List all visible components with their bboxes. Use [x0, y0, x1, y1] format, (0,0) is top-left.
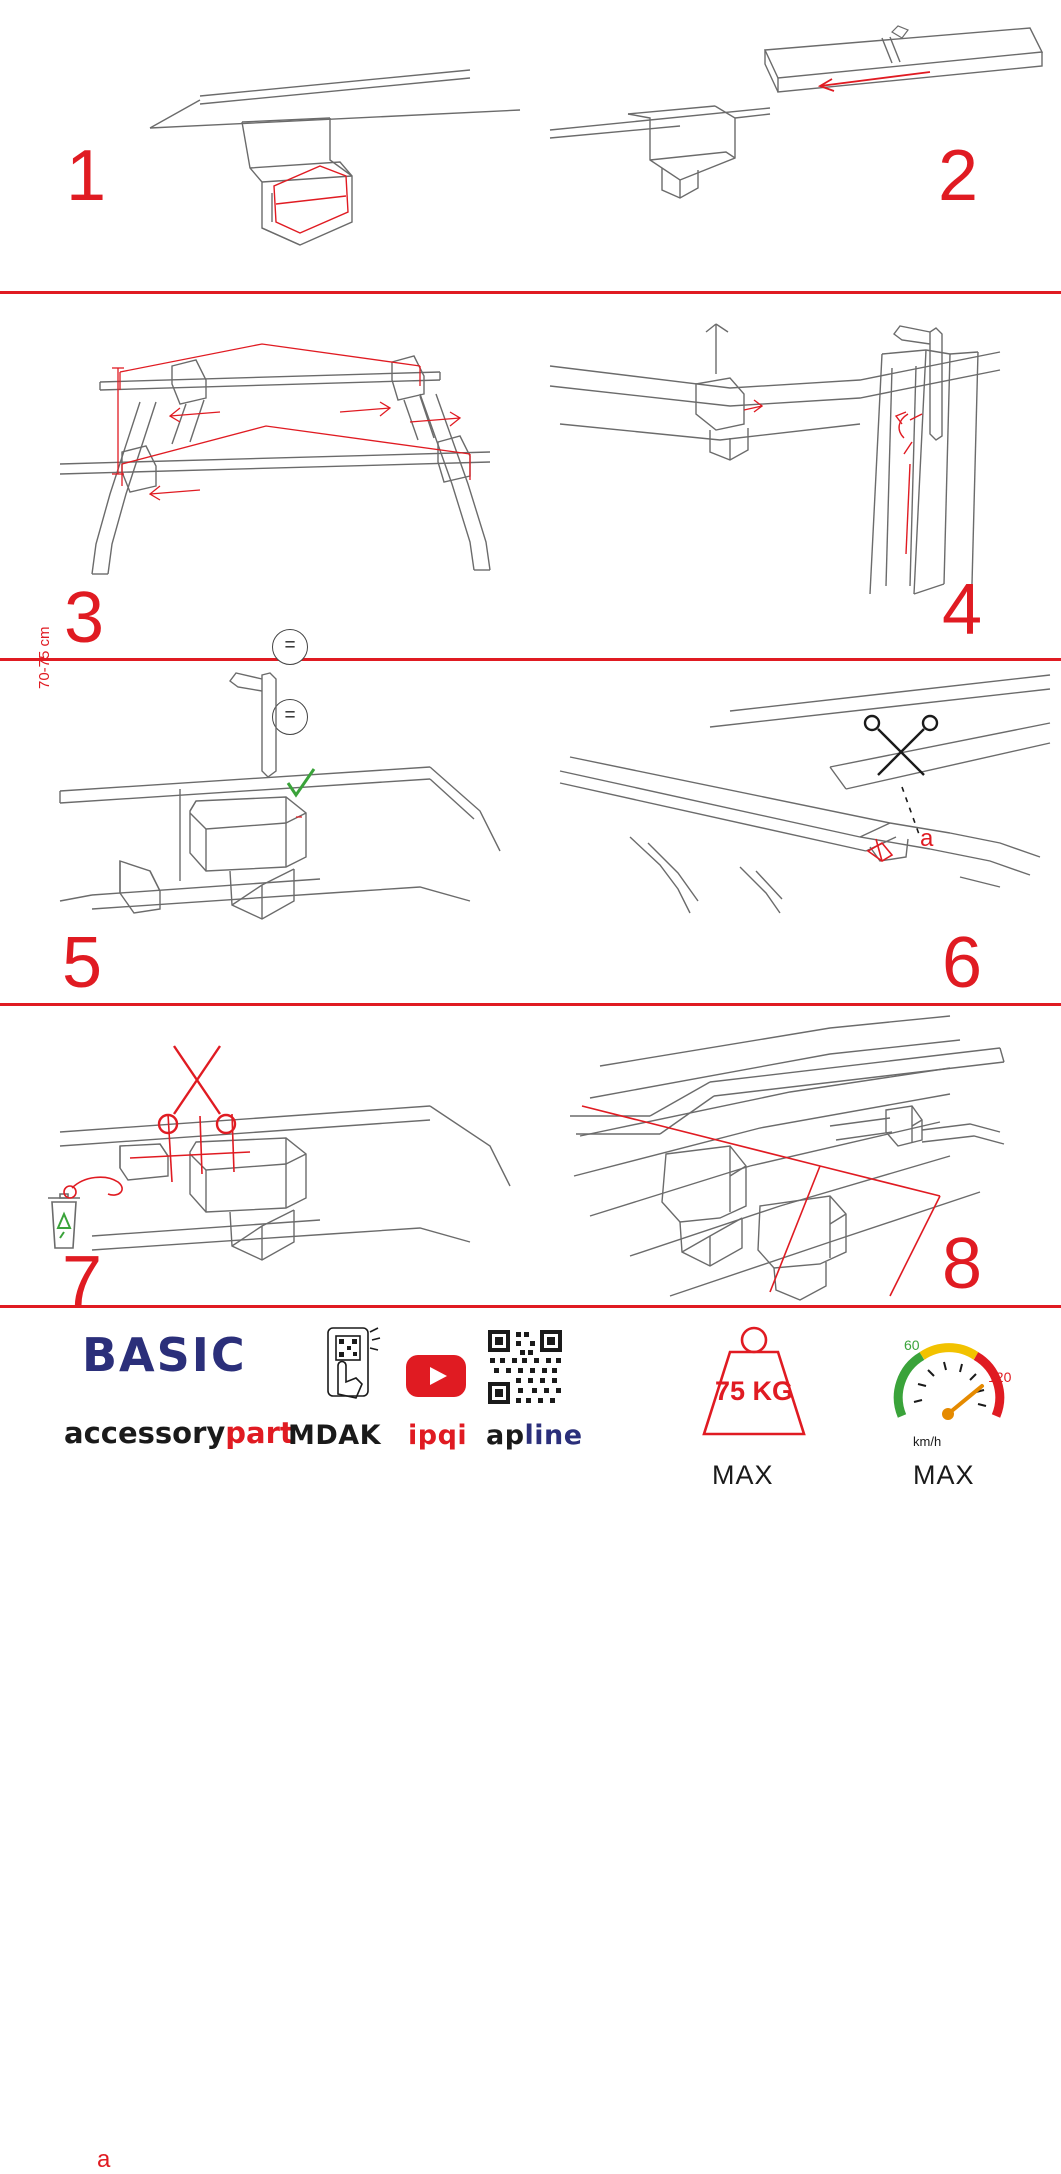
step-panel-1 [0, 0, 530, 291]
max-weight-label: MAX [712, 1460, 774, 1490]
step-8-illustration [530, 1006, 1061, 1305]
step-number-7: 7 [62, 1242, 102, 1322]
svg-text:120: 120 [988, 1369, 1012, 1385]
step-number-6: 6 [942, 923, 982, 1003]
qr-code-icon[interactable] [486, 1328, 564, 1406]
dimension-label-70-75cm: 70-75 cm [36, 626, 53, 689]
step-panel-5 [0, 661, 530, 1003]
step-panel-2 [530, 0, 1061, 291]
svg-text:60: 60 [904, 1337, 920, 1353]
step-number-3: 3 [64, 578, 104, 658]
step-panel-6 [530, 661, 1061, 1003]
logo-label-apline-dark: ap [486, 1420, 525, 1451]
logo-label-apline-accent: line [524, 1420, 583, 1451]
qr-hand-icon [312, 1326, 384, 1408]
logo-label-apline [486, 1420, 583, 1451]
brand-title: BASIC [82, 1328, 247, 1382]
speed-unit-label: km/h [913, 1434, 942, 1449]
step-number-4: 4 [942, 570, 982, 650]
step-panel-8 [530, 1006, 1061, 1305]
equal-badge-bottom: = [272, 699, 308, 735]
logo-label-mdak [288, 1420, 381, 1451]
logo-label-ipqi-text: ipqi [408, 1420, 468, 1451]
equal-badge-top: = [272, 629, 308, 665]
step-number-1: 1 [66, 136, 106, 216]
step-4-illustration [530, 294, 1061, 658]
step-number-5: 5 [62, 923, 102, 1003]
step-2-illustration [530, 0, 1061, 291]
step-number-2: 2 [938, 136, 978, 216]
max-weight-value: 75 KG [714, 1376, 794, 1406]
speedometer-icon [884, 1324, 1014, 1440]
youtube-icon[interactable] [405, 1354, 467, 1398]
callout-letter-a-step6: a [920, 825, 934, 852]
brand-subtitle-dark: accessory [64, 1416, 226, 1450]
step-panel-4 [530, 294, 1061, 658]
max-speed-label: MAX [913, 1460, 975, 1490]
step-panel-3 [0, 294, 530, 726]
brand-subtitle-accent: part [225, 1416, 294, 1450]
brand-subtitle [64, 1416, 294, 1450]
footer-branding [0, 1308, 1061, 1500]
callout-letter-a-step7: a [97, 2146, 111, 2173]
logo-label-mdak-text: MDAK [288, 1420, 382, 1451]
step-number-8: 8 [942, 1224, 982, 1304]
step-6-illustration [530, 661, 1061, 1003]
logo-label-ipqi [408, 1420, 467, 1451]
